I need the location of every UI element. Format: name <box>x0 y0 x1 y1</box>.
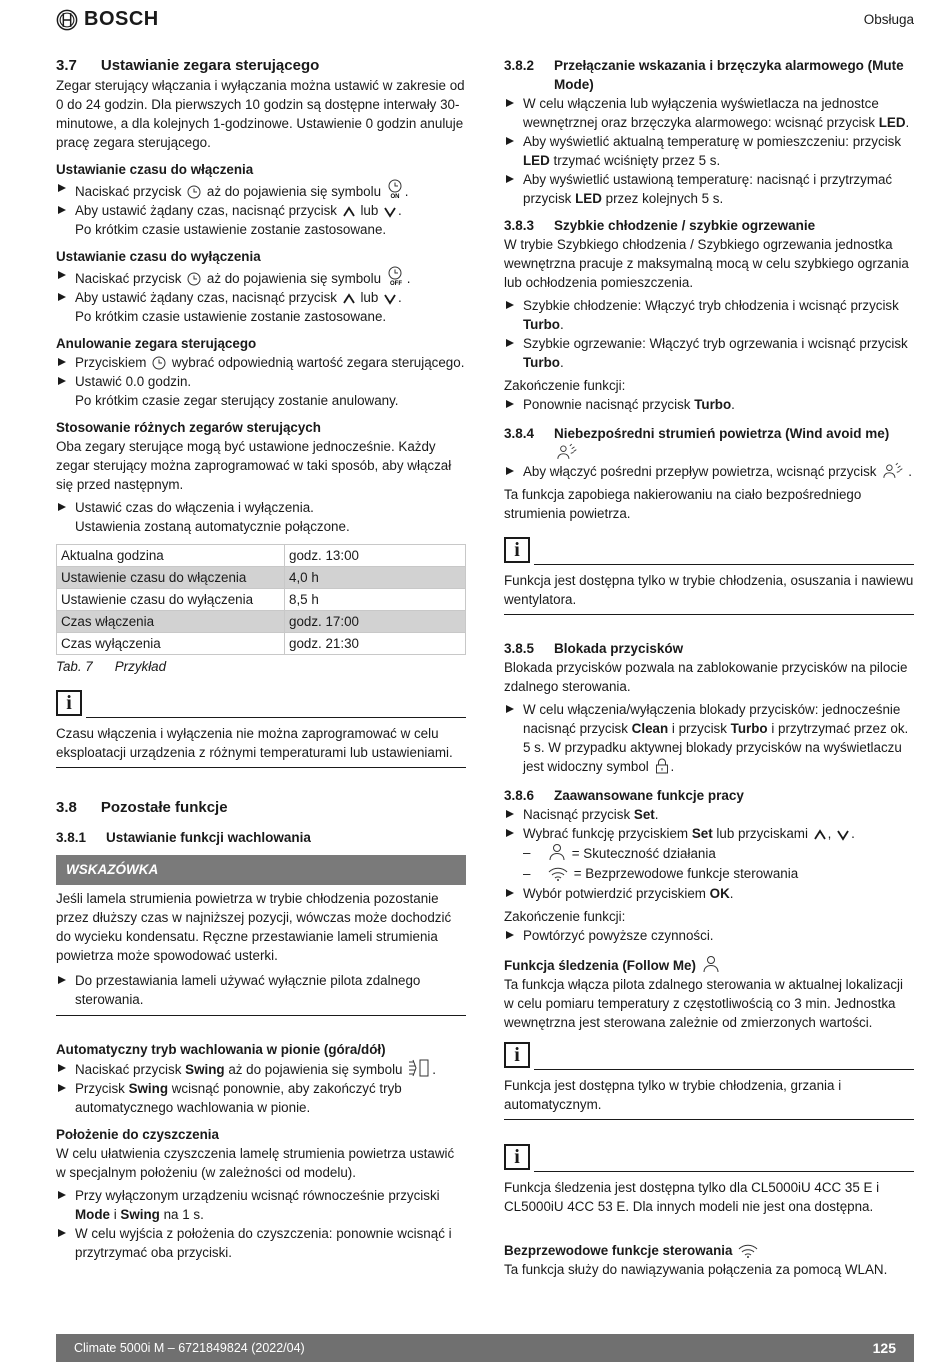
subheading-multiple-timers: Stosowanie różnych zegarów sterujących <box>56 420 321 435</box>
clock-icon <box>152 356 166 370</box>
list-item: Aby wyświetlić aktualną temperaturę w pomieszczeniu: przycisk LED trzymać wciśnięty przez 5 s. <box>504 132 914 170</box>
subheading-off-timer: Ustawianie czasu do wyłączenia <box>56 249 261 264</box>
section-heading-3-8-3: 3.8.3 Szybkie chłodzenie / szybkie ogrzewanie <box>504 218 816 233</box>
table-row: Ustawienie czasu do wyłączenia 8,5 h <box>57 589 466 611</box>
list-item: Aby włączyć pośredni przepływ powietrza, wcisnąć przycisk . <box>504 462 914 481</box>
list-item: Przyciskiem wybrać odpowiednią wartość zegara sterującego. <box>56 353 466 372</box>
person-icon <box>702 955 720 973</box>
brand-name: BOSCH <box>84 8 159 30</box>
bosch-armature-icon <box>56 9 78 31</box>
page-number: 125 <box>872 1340 896 1356</box>
up-arrow-icon <box>343 206 355 218</box>
list-item: Szybkie chłodzenie: Włączyć tryb chłodzenia i wcisnąć przycisk Turbo. <box>504 296 914 334</box>
subheading-follow-me: Funkcja śledzenia (Follow Me) <box>504 955 914 975</box>
clock-icon <box>187 272 201 286</box>
section-heading-3-8-4: 3.8.4 Niebezpośredni strumień powietrza (Wind avoid me) <box>504 424 914 462</box>
paragraph: Oba zegary sterujące mogą być ustawione jednocześnie. Każdy zegar sterujący można zaprogramować w taki sposób, aby włączał się przed następnym. <box>56 439 452 492</box>
wind-avoid-icon <box>882 462 906 479</box>
list-item: Naciskać przycisk Swing aż do pojawienia się symbolu . <box>56 1059 466 1079</box>
info-icon: i <box>504 1042 530 1068</box>
section-heading-3-8-1: 3.8.1 Ustawianie funkcji wachlowania <box>56 830 311 845</box>
down-arrow-icon <box>837 829 849 841</box>
section-heading-3-8-2: 3.8.2 Przełączanie wskazania i brzęczyka alarmowego (Mute Mode) <box>504 58 904 92</box>
document-id: Climate 5000i M – 6721849824 (2022/04) <box>74 1341 305 1355</box>
person-icon <box>548 843 566 861</box>
swing-icon <box>408 1059 430 1077</box>
list-item: Przy wyłączonym urządzeniu wcisnąć równocześnie przyciski Mode i Swing na 1 s. <box>56 1186 466 1224</box>
info-note: i Funkcja jest dostępna tylko w trybie chłodzenia, grzania i automatycznym. <box>504 1042 914 1120</box>
page-header <box>56 8 914 34</box>
info-icon: i <box>504 537 530 563</box>
subheading-cancel-timer: Anulowanie zegara sterującego <box>56 336 257 351</box>
list-item: W celu włączenia lub wyłączenia wyświetlacza na jednostce wewnętrznej oraz brzęczyka alarmowego: wcisnąć przycisk LED. <box>504 94 914 132</box>
page-footer <box>56 1334 914 1362</box>
table-row: Aktualna godzina godz. 13:00 <box>57 545 466 567</box>
list-item: W celu wyjścia z położenia do czyszczenia: ponownie wcisnąć i przytrzymać oba przyciski. <box>56 1224 466 1262</box>
up-arrow-icon <box>814 829 826 841</box>
list-item: Wybrać funkcję przyciskiem Set lub przyciskami , . <box>504 824 914 843</box>
subheading-on-timer: Ustawianie czasu do włączenia <box>56 162 254 177</box>
list-item: Ustawić 0.0 godzin. Po krótkim czasie zegar sterujący zostanie anulowany. <box>56 372 466 410</box>
list-item: Aby ustawić żądany czas, nacisnąć przycisk lub . Po krótkim czasie ustawienie zostanie zastosowane. <box>56 288 466 326</box>
info-icon: i <box>56 690 82 716</box>
info-note: i Funkcja śledzenia jest dostępna tylko dla CL5000iU 4CC 35 E i CL5000iU 4CC 53 E. Dla innych modeli nie jest ona dostępna. <box>504 1144 914 1221</box>
section-heading-3-7: 3.7 Ustawianie zegara sterującego <box>56 57 320 74</box>
warning-title: WSKAZÓWKA <box>56 855 466 885</box>
paragraph: Zakończenie funkcji: <box>504 378 626 393</box>
table-caption: Tab. 7 Przykład <box>56 659 167 674</box>
timer-off-icon <box>387 266 405 286</box>
clock-icon <box>187 185 201 199</box>
paragraph: Zegar sterujący włączania i wyłączania można ustawić w zakresie od 0 do 24 godzin. Dla pierwszych 10 godzin są dostępne interwały 30-minutowe, a dla kolejnych 1-godzinowe. Ustawienie 0 godzin anuluje pracę zegara sterującego. <box>56 78 465 150</box>
paragraph: Jeśli lamela strumienia powietrza w trybie chłodzenia pozostanie przez dłuższy czas w najniższej pozycji, wówczas może dochodzić do wycieku kondensatu. Ręczne przestawianie lameli strumienia powietrza może spowodować usterki. <box>56 891 452 963</box>
subheading-clean-position: Położenie do czyszczenia <box>56 1127 219 1142</box>
paragraph: Blokada przycisków pozwala na zablokowanie przycisków na pilocie zdalnego sterowania. <box>504 660 908 694</box>
list-item: Naciskać przycisk aż do pojawienia się symbolu OFF . <box>56 266 466 288</box>
down-arrow-icon <box>384 293 396 305</box>
left-column <box>56 56 466 1262</box>
paragraph: W trybie Szybkiego chłodzenia / Szybkiego ogrzewania jednostka wewnętrzna pracuje z maksymalną mocą w celu szybkiego ogrzania lub ochłodzenia pomieszczenia. <box>504 237 909 290</box>
paragraph: Ta funkcja włącza pilota zdalnego sterowania w aktualnej lokalizacji w celu pomiaru temperatury z częstotliwością co 3 min. Jednostka wewnętrzna jest sterowana zależnie od zmierzonych wartości. <box>504 977 903 1030</box>
warning-box <box>56 855 466 1016</box>
list-item: – = Bezprzewodowe funkcje sterowania <box>504 864 914 884</box>
list-item: Do przestawiania lameli używać wyłącznie pilota zdalnego sterowania. <box>56 971 466 1009</box>
table-row: Czas włączenia godz. 17:00 <box>57 611 466 633</box>
info-note: i Czasu włączenia i wyłączenia nie można zaprogramować w celu eksploatacji urządzenia z różnymi temperaturami lub ustawieniami. <box>56 690 466 768</box>
section-heading-3-8: 3.8 Pozostałe funkcje <box>56 799 228 816</box>
paragraph: Ta funkcja służy do nawiązywania połączenia za pomocą WLAN. <box>504 1262 888 1277</box>
section-heading-3-8-6: 3.8.6 Zaawansowane funkcje pracy <box>504 788 744 803</box>
list-item: Aby wyświetlić ustawioną temperaturę: nacisnąć i przytrzymać przycisk LED przez kolejnych 5 s. <box>504 170 914 208</box>
list-item: Wybór potwierdzić przyciskiem OK. <box>504 884 914 903</box>
wifi-icon <box>738 1244 758 1258</box>
info-icon: i <box>504 1144 530 1170</box>
svg-text:OFF: OFF <box>389 281 402 286</box>
list-item: Powtórzyć powyższe czynności. <box>504 926 914 945</box>
list-item: W celu włączenia/wyłączenia blokady przycisków: jednocześnie nacisnąć przycisk Clean i przycisk Turbo i przytrzymać przez ok. 5 s. W przypadku aktywnej blokady przycisków na wyświetlaczu jest widoczny symbol . <box>504 700 914 776</box>
lock-icon <box>655 758 669 774</box>
paragraph: Ta funkcja zapobiega nakierowaniu na ciało bezpośredniego strumienia powietrza. <box>504 487 862 521</box>
list-item: Przycisk Swing wcisnąć ponownie, aby zakończyć tryb automatycznego wachlowania w pionie. <box>56 1079 466 1117</box>
wifi-icon <box>548 867 568 881</box>
down-arrow-icon <box>384 206 396 218</box>
wind-avoid-icon <box>556 443 580 460</box>
list-item: Ustawić czas do włączenia i wyłączenia. Ustawienia zostaną automatycznie połączone. <box>56 498 466 536</box>
section-label: Obsługa <box>863 12 914 27</box>
section-heading-3-8-5: 3.8.5 Blokada przycisków <box>504 641 684 656</box>
up-arrow-icon <box>343 293 355 305</box>
list-item: Ponownie nacisnąć przycisk Turbo. <box>504 395 914 414</box>
timer-on-icon <box>387 179 403 199</box>
list-item: Szybkie ogrzewanie: Włączyć tryb ogrzewania i wcisnąć przycisk Turbo. <box>504 334 914 372</box>
table-row: Ustawienie czasu do włączenia 4,0 h <box>57 567 466 589</box>
list-item: Aby ustawić żądany czas, nacisnąć przycisk lub . Po krótkim czasie ustawienie zostanie zastosowane. <box>56 201 466 239</box>
list-item: Nacisnąć przycisk Set. <box>504 805 914 824</box>
bosch-logo <box>56 8 159 31</box>
paragraph: Zakończenie funkcji: <box>504 909 626 924</box>
info-note: i Funkcja jest dostępna tylko w trybie chłodzenia, osuszania i nawiewu wentylatora. <box>504 537 914 615</box>
right-column <box>504 56 914 1279</box>
example-table <box>56 544 466 655</box>
svg-text:ON: ON <box>390 194 400 199</box>
list-item: – = Skuteczność działania <box>504 843 914 864</box>
subheading-auto-swing: Automatyczny tryb wachlowania w pionie (góra/dół) <box>56 1042 386 1057</box>
list-item: Naciskać przycisk aż do pojawienia się symbolu ON . <box>56 179 466 201</box>
subheading-wireless: Bezprzewodowe funkcje sterowania <box>504 1241 914 1260</box>
paragraph: W celu ułatwienia czyszczenia lamelę strumienia powietrza ustawić w specjalnym położeniu (w zależności od modelu). <box>56 1146 455 1180</box>
table-row: Czas wyłączenia godz. 21:30 <box>57 633 466 655</box>
